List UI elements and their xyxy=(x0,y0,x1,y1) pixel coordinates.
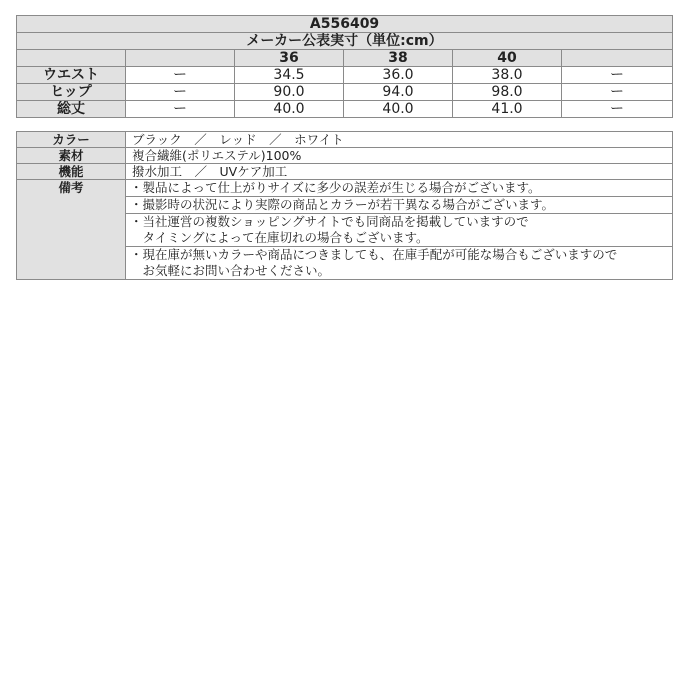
cell: ー xyxy=(126,67,235,84)
note-item xyxy=(126,180,672,197)
table-row xyxy=(17,67,673,84)
note-text: お気軽にお問い合わせください。 xyxy=(130,263,331,278)
table-row xyxy=(17,148,673,164)
table-row xyxy=(17,164,673,180)
note-text: タイミングによって在庫切れの場合もございます。 xyxy=(130,230,429,245)
product-code: A556409 xyxy=(17,16,673,33)
color-value: ブラック ／ レッド ／ ホワイト xyxy=(126,132,673,148)
material-label: 素材 xyxy=(17,148,126,164)
table-row xyxy=(17,84,673,101)
cell: 38.0 xyxy=(453,67,562,84)
material-value: 複合繊維(ポリエステル)100% xyxy=(126,148,673,164)
note-text: ・製品によって仕上がりサイズに多少の誤差が生じる場合がございます。 xyxy=(130,180,541,195)
cell: 34.5 xyxy=(235,67,344,84)
note-item xyxy=(126,197,672,214)
cell: 98.0 xyxy=(453,84,562,101)
size-table xyxy=(16,15,673,118)
cell: 90.0 xyxy=(235,84,344,101)
row-label-length: 総丈 xyxy=(17,101,126,118)
table-row xyxy=(17,132,673,148)
size-header: 36 xyxy=(235,50,344,67)
size-table-subtitle: メーカー公表実寸（単位:cm） xyxy=(17,33,673,50)
cell: 40.0 xyxy=(235,101,344,118)
size-header: 40 xyxy=(453,50,562,67)
function-value: 撥水加工 ／ UVケア加工 xyxy=(126,164,673,180)
size-header: 38 xyxy=(344,50,453,67)
note-text: ・当社運営の複数ショッピングサイトでも同商品を掲載していますので xyxy=(130,214,529,229)
note-item xyxy=(126,247,672,279)
size-header xyxy=(562,50,673,67)
table-row xyxy=(17,101,673,118)
row-label-hip: ヒップ xyxy=(17,84,126,101)
notes-cell xyxy=(126,180,673,280)
row-label-waist: ウエスト xyxy=(17,67,126,84)
notes-label: 備考 xyxy=(17,180,126,280)
cell: ー xyxy=(562,101,673,118)
spec-table xyxy=(16,131,673,280)
cell: 94.0 xyxy=(344,84,453,101)
cell: ー xyxy=(126,84,235,101)
cell: ー xyxy=(562,84,673,101)
note-text: ・現在庫が無いカラーや商品につきましても、在庫手配が可能な場合もございますので xyxy=(130,247,618,262)
note-item xyxy=(126,214,672,247)
cell: ー xyxy=(126,101,235,118)
note-text: ・撮影時の状況により実際の商品とカラーが若干異なる場合がございます。 xyxy=(130,197,555,212)
cell: 40.0 xyxy=(344,101,453,118)
function-label: 機能 xyxy=(17,164,126,180)
cell: ー xyxy=(562,67,673,84)
cell: 41.0 xyxy=(453,101,562,118)
color-label: カラー xyxy=(17,132,126,148)
cell: 36.0 xyxy=(344,67,453,84)
table-row xyxy=(17,180,673,280)
size-header-empty-1 xyxy=(126,50,235,67)
size-header-corner xyxy=(17,50,126,67)
